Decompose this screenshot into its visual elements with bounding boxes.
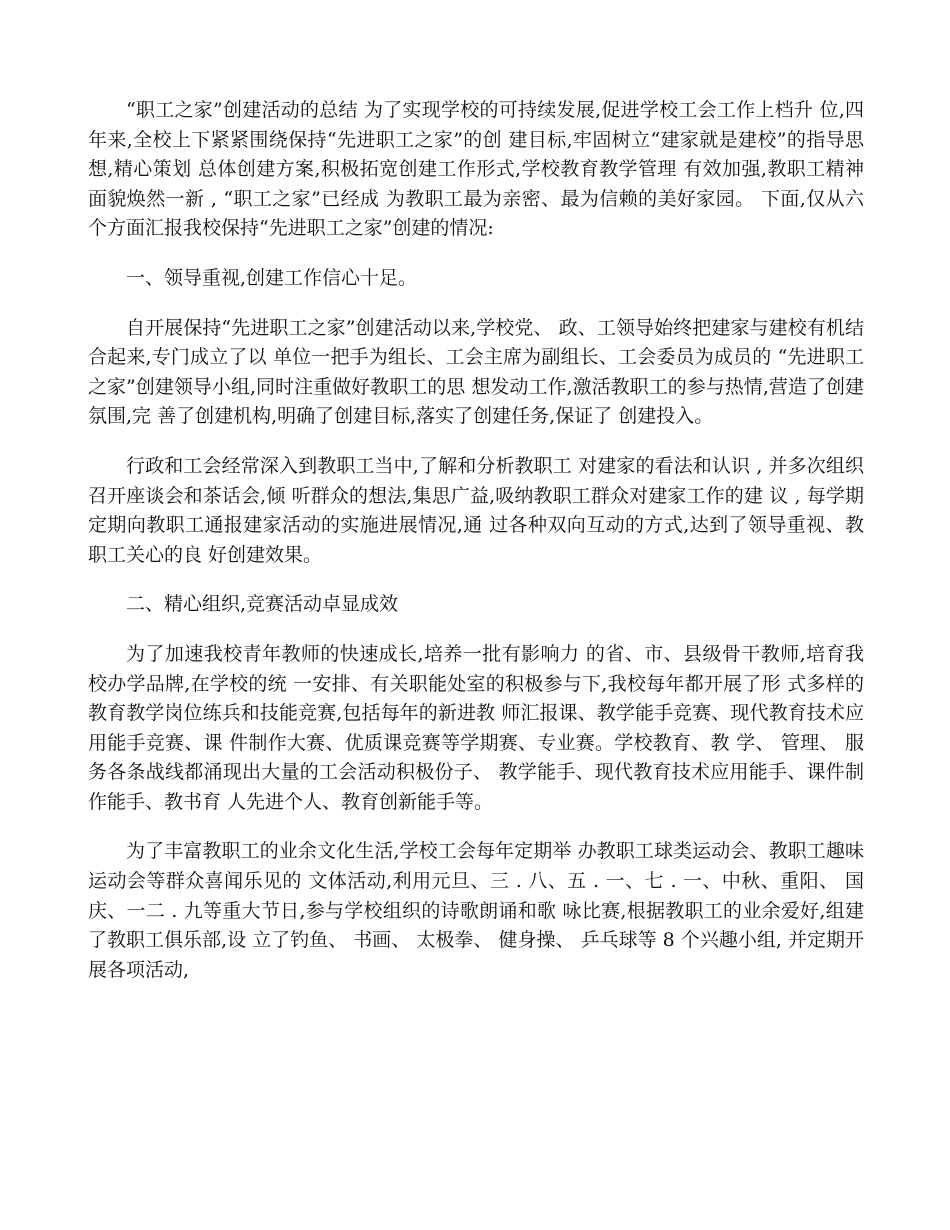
paragraph-section2-b: 为了丰富教职工的业余文化生活,学校工会每年定期举 办教职工球类运动会、教职工趣味运动会等群众喜闻乐见的 文体活动,利用元旦、三 . 八、五 . 一、七 . 一、中秋、重阳、 国庆、一二 . 九等重大节日,参与学校组织的诗歌朗诵和歌 咏比赛,根据教职工的业余爱好,组建了教职工俱乐部,设 立了钓鱼、 书画、 太极拳、 健身操、 乒乓球等 8 个兴趣小组, 并定期开展各项活动, bbox=[88, 840, 864, 981]
section-heading-1: 一、领导重视,创建工作信心十足。 bbox=[126, 266, 418, 289]
paragraph-intro: “职工之家”创建活动的总结 为了实现学校的可持续发展,促进学校工会工作上档升 位,四年来,全校上下紧紧围绕保持“先进职工之家”的创 建目标,牢固树立“建家就是建校”的指导思想,精心策划 总体创建方案,积极拓宽创建工作形式,学校教育教学管理 有效加强,教职工精神面貌焕然一新 , “职工之家”已经成 为教职工最为亲密、最为信赖的美好家园。 下面,仅从六 个方面汇报我校保持“先进职工之家”创建的情况: bbox=[88, 99, 864, 240]
paragraph-section2-a: 为了加速我校青年教师的快速成长,培养一批有影响力 的省、市、县级骨干教师,培育我校办学品牌,在学校的统 一安排、有关职能处室的积极参与下,我校每年都开展了形 式多样的教育教学岗位练兵和技能竞赛,包括每年的新进教 师汇报课、教学能手竞赛、现代教育技术应用能手竞赛、课 件制作大赛、优质课竞赛等学期赛、专业赛。学校教育、教 学、 管理、 服务各条战线都涌现出大量的工会活动积极份子、 教学能手、现代教育技术应用能手、课件制作能手、教书育 人先进个人、教育创新能手等。 bbox=[88, 642, 864, 813]
section-heading-2: 二、精心组织,竞赛活动卓显成效 bbox=[126, 593, 399, 616]
paragraph-section1-b: 行政和工会经常深入到教职工当中,了解和分析教职工 对建家的看法和认识 , 并多次组织召开座谈会和茶话会,倾 听群众的想法,集思广益,吸纳教职工群众对建家工作的建 议 , 每学期定期向教职工通报建家活动的实施进展情况,通 过各种双向互动的方式,达到了领导重视、教职工关心的良 好创建效果。 bbox=[88, 454, 864, 566]
paragraph-section1-a: 自开展保持“先进职工之家”创建活动以来,学校党、 政、工领导始终把建家与建校有机结合起来,专门成立了以 单位一把手为组长、工会主席为副组长、工会委员为成员的 “先进职工之家”创建领导小组,同时注重做好教职工的思 想发动工作,激活教职工的参与热情,营造了创建氛围,完 善了创建机构,明确了创建目标,落实了创建任务,保证了 创建投入。 bbox=[88, 316, 864, 428]
document-body bbox=[88, 96, 864, 1005]
